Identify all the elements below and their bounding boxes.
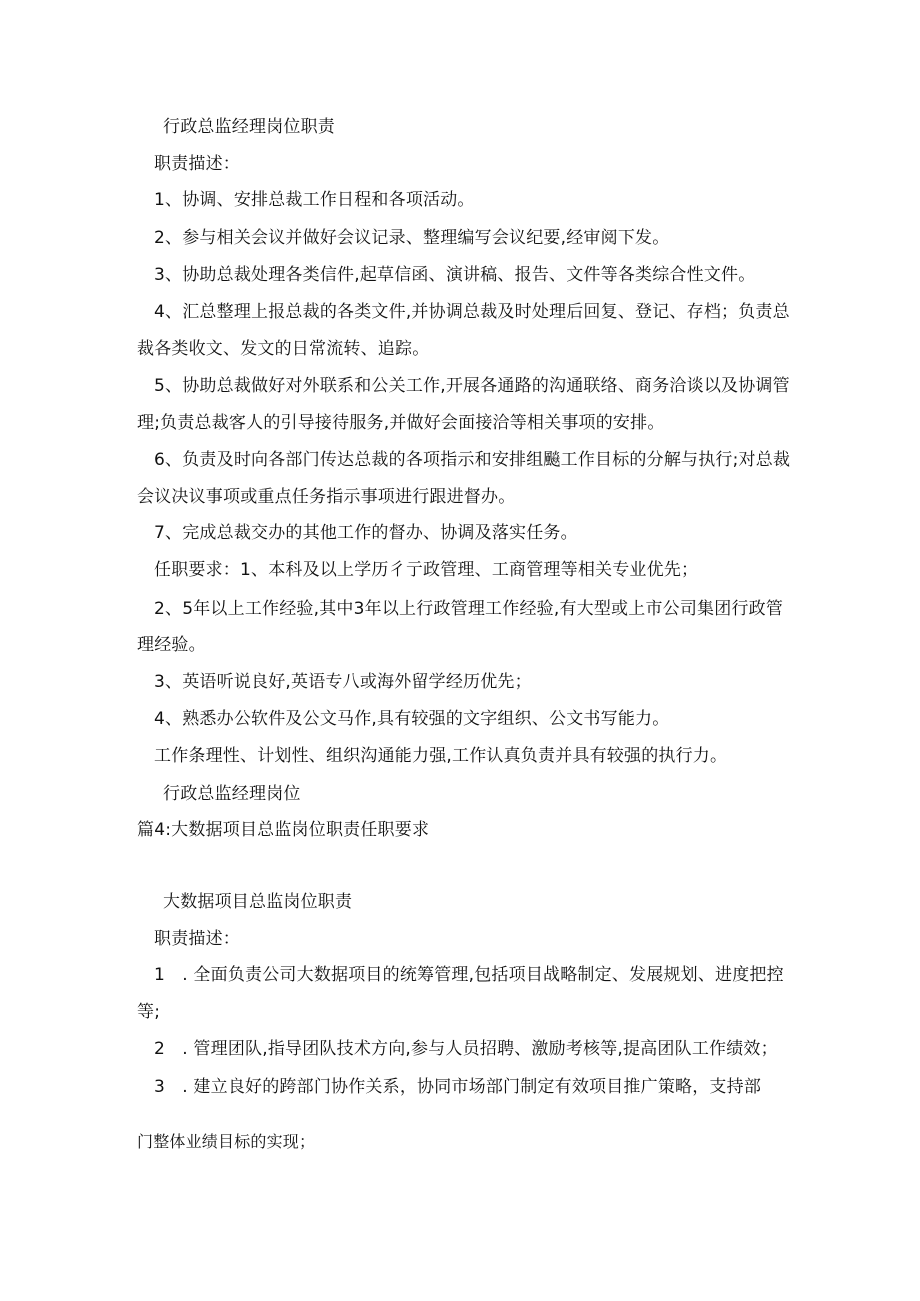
section1-desc-label: 职责描述：: [154, 154, 240, 174]
section1-item-5: 5、协助总裁做好对外联系和公关工作,开展各通路的沟通联络、商务洽谈以及协调管: [154, 376, 790, 396]
section2-desc-label: 职责描述：: [154, 929, 240, 949]
section2-item-3: 3 . 建立良好的跨部门协作关系，协同市场部门制定有效项目推广策略，支持部: [154, 1077, 762, 1097]
section1-footer: 行政总监经理岗位: [163, 784, 301, 804]
section1-requirements-2: 2、5年以上工作经验,其中3年以上行政管理工作经验,有大型或上市公司集团行政管: [154, 599, 784, 619]
section1-item-4: 4、汇总整理上报总裁的各类文件,并协调总裁及时处理后回复、登记、存档；负责总: [154, 302, 790, 322]
section2-title: 大数据项目总监岗位职责: [163, 892, 353, 912]
section1-requirements-1: 任职要求：1、本科及以上学历彳亍政管理、工商管理等相关专业优先；: [154, 560, 699, 580]
section2-item-3-cont: 门整体业绩目标的实现；: [137, 1132, 316, 1151]
section1-item-3: 3、协助总裁处理各类信件,起草信函、演讲稿、报告、文件等各类综合性文件。: [154, 265, 756, 285]
section1-item-4-cont: 裁各类收文、发文的日常流转、追踪。: [137, 339, 430, 359]
section1-item-1: 1、协调、安排总裁工作日程和各项活动。: [154, 190, 475, 210]
section1-item-6-cont: 会议决议事项或重点任务指示事项进行跟进督办。: [137, 487, 516, 507]
section1-requirements-4: 4、熟悉办公软件及公文马作,具有较强的文字组织、公文书写能力。: [154, 709, 670, 729]
section1-item-7: 7、完成总裁交办的其他工作的督办、协调及落实任务。: [154, 523, 578, 543]
chapter-heading: 篇4:大数据项目总监岗位职责任职要求: [137, 820, 430, 840]
section2-item-1: 1 . 全面负责公司大数据项目的统筹管理,包括项目战略制定、发展规划、进度把控: [154, 965, 784, 985]
section1-requirements-3: 3、英语听说良好,英语专八或海外留学经历优先；: [154, 672, 532, 692]
section1-item-6: 6、负责及时向各部门传达总裁的各项指示和安排组飈工作目标的分解与执行;对总裁: [154, 450, 791, 470]
section1-requirements-2-cont: 理经验。: [137, 635, 206, 655]
section1-requirements-5: 工作条理性、计划性、组织沟通能力强,工作认真负责并具有较强的执行力。: [154, 746, 728, 766]
section2-item-2: 2 . 管理团队,指导团队技术方向,参与人员招聘、激励考核等,提高团队工作绩效；: [154, 1039, 778, 1059]
section1-item-2: 2、参与相关会议并做好会议记录、整理编写会议纪要,经审阅下发。: [154, 228, 670, 248]
section2-item-1-cont: 等;: [137, 1002, 161, 1022]
section1-item-5-cont: 理;负责总裁客人的引导接待服务,并做好会面接洽等相关事项的安排。: [137, 413, 665, 433]
section1-title: 行政总监经理岗位职责: [163, 117, 335, 137]
